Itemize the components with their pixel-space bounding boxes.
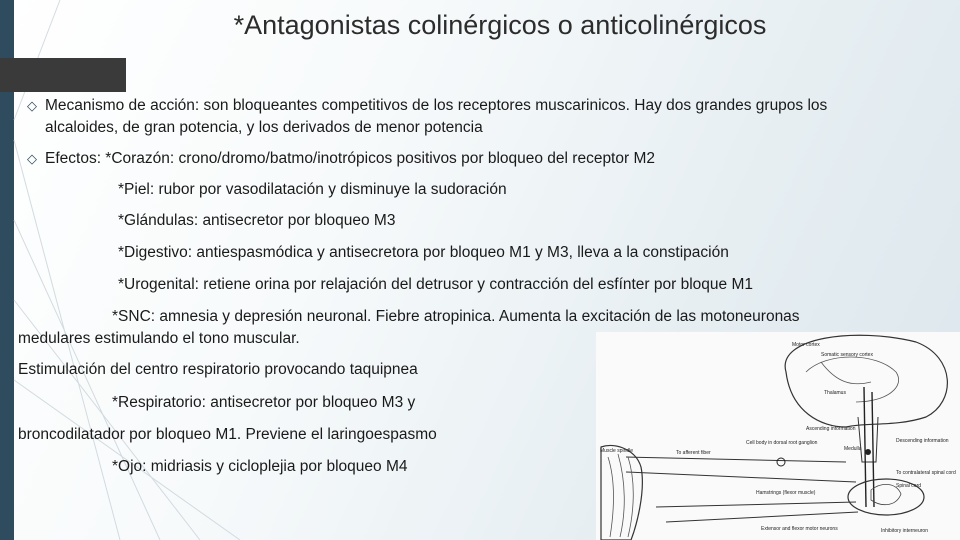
- effect-ojo: *Ojo: midriasis y cicloplejia por bloqueo M4: [112, 458, 408, 475]
- afferent-fiber: [626, 457, 846, 462]
- motor-fiber: [656, 502, 856, 507]
- label-descending: Descending information: [896, 438, 949, 444]
- effect-snc-line-3: Estimulación del centro respiratorio provocando taquipnea: [18, 361, 418, 378]
- label-extensor: Extensor and flexor motor neurons: [761, 526, 838, 532]
- effect-piel: *Piel: rubor por vasodilatación y disminuye la sudoración: [118, 181, 507, 198]
- label-muscle-spindle: Muscle spindle: [600, 448, 634, 454]
- ascending-pathway: [872, 392, 874, 507]
- effect-respiratorio-line-2: broncodilatador por bloqueo M1. Previene el laringoespasmo: [18, 426, 437, 443]
- label-motor-cortex: Motor cortex: [792, 342, 820, 348]
- effects-heading: Efectos: *Corazón: crono/dromo/batmo/inotrópicos positivos por bloqueo del receptor M2: [45, 150, 655, 167]
- neural-pathway-figure: [596, 332, 960, 540]
- effect-snc-line-1: *SNC: amnesia y depresión neuronal. Fiebre atropinica. Aumenta la excitación de las motoneuronas: [112, 308, 800, 325]
- muscle-fiber: [608, 457, 614, 537]
- mechanism-line-2: alcaloides, de gran potencia, y los derivados de menor potencia: [45, 119, 483, 136]
- label-medulla: Medulla: [844, 446, 862, 452]
- medulla-node: [865, 449, 871, 455]
- title-marker-bar: [0, 58, 126, 92]
- label-somatic-sensory: Somatic sensory cortex: [821, 352, 873, 358]
- label-hamstrings: Hamstrings (flexor muscle): [756, 490, 816, 496]
- diamond-bullet-icon: ◇: [27, 151, 37, 166]
- dorsal-root-ganglion: [777, 458, 785, 466]
- leg-muscle-outline: [601, 446, 642, 540]
- brain-fold: [821, 362, 871, 384]
- diamond-bullet-icon: ◇: [27, 98, 37, 113]
- label-spinal-cord: Spinal cord: [896, 483, 922, 489]
- slide-title: *Antagonistas colinérgicos o anticolinérgicos: [233, 10, 767, 40]
- muscle-fiber: [618, 454, 624, 537]
- motor-fiber: [666, 512, 858, 522]
- effect-urogenital: *Urogenital: retiene orina por relajación del detrusor y contracción del esfínter por bloque M1: [118, 276, 753, 293]
- label-afferent: To afferent fiber: [676, 450, 711, 456]
- label-interneurons: Inhibitory interneuron: [881, 528, 928, 534]
- neural-pathway-diagram: [596, 332, 960, 540]
- descending-pathway: [864, 387, 866, 507]
- muscle-fiber: [628, 457, 633, 537]
- effect-snc-line-2: medulares estimulando el tono muscular.: [18, 330, 300, 347]
- brain-outline: [785, 335, 947, 427]
- label-thalamus: Thalamus: [824, 390, 846, 396]
- label-ascending: Ascending information: [806, 426, 856, 432]
- effect-glandulas: *Glándulas: antisecretor por bloqueo M3: [118, 212, 396, 229]
- mechanism-line-1: Mecanismo de acción: son bloqueantes competitivos de los receptores muscarinicos. Hay dos grandes grupos los: [45, 97, 828, 114]
- effect-digestivo: *Digestivo: antiespasmódica y antisecretora por bloqueo M1 y M3, lleva a la constipación: [118, 244, 729, 261]
- effect-respiratorio-line-1: *Respiratorio: antisecretor por bloqueo M3 y: [112, 394, 416, 411]
- label-contralateral: To contralateral spinal cord: [896, 470, 956, 476]
- label-cell-body: Cell body in dorsal root ganglion: [746, 440, 818, 446]
- sensory-fiber: [626, 472, 856, 482]
- brain-fold: [806, 357, 899, 402]
